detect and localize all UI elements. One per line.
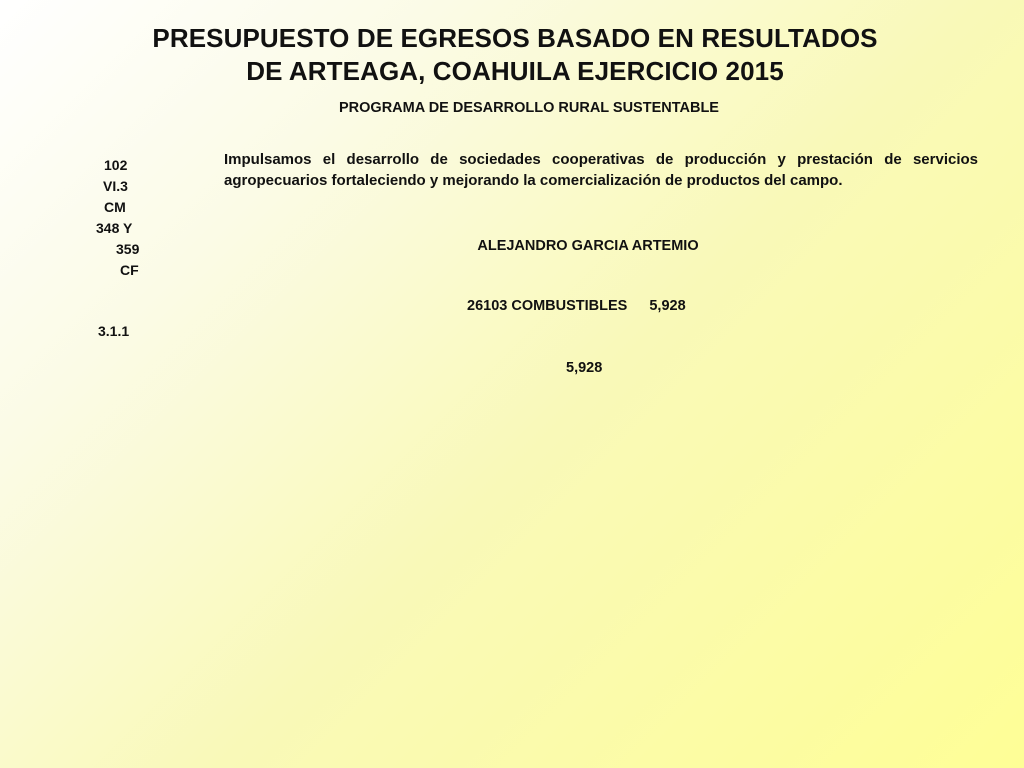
code-vi3: VI.3 [103,178,128,194]
code-cf: CF [120,262,139,278]
budget-total: 5,928 [566,360,603,376]
program-description: Impulsamos el desarrollo de sociedades cooperativas de producción y prestación de servicios agropecuarios fortaleciendo y mejorando la comercialización de productos del campo. [224,151,978,189]
code-102: 102 [104,157,128,173]
code-348y: 348 Y [96,220,133,236]
budget-item [467,298,686,314]
code-3-1-1: 3.1.1 [98,323,130,339]
page-title [0,22,1024,88]
budget-item-amount: 5,928 [649,298,686,314]
code-cm: CM [104,199,126,215]
budget-item-label: 26103 COMBUSTIBLES [467,298,628,314]
title-line-2: DE ARTEAGA, COAHUILA EJERCICIO 2015 [246,56,784,86]
program-title: PROGRAMA DE DESARROLLO RURAL SUSTENTABLE [339,100,719,116]
responsible-name: ALEJANDRO GARCIA ARTEMIO [477,238,699,254]
title-line-1: PRESUPUESTO DE EGRESOS BASADO EN RESULTADOS [152,23,878,53]
code-359: 359 [116,241,140,257]
